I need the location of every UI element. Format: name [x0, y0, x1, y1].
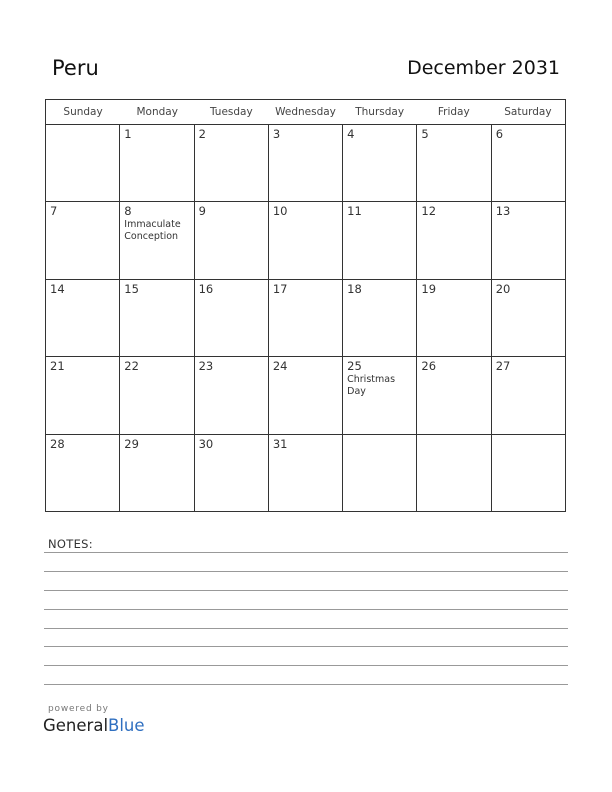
- day-cell[interactable]: [46, 357, 120, 433]
- day-number: 9: [198, 204, 206, 219]
- notes-line: [44, 590, 568, 591]
- day-cell[interactable]: [343, 435, 417, 512]
- notes-line: [44, 571, 568, 572]
- day-cell[interactable]: [492, 280, 565, 356]
- brand-general: General: [43, 716, 109, 735]
- week-row: [46, 280, 565, 357]
- day-cell[interactable]: [343, 357, 417, 433]
- day-cell[interactable]: [46, 202, 120, 278]
- week-row: [46, 357, 565, 434]
- day-number: 13: [495, 204, 511, 219]
- calendar-grid: [45, 99, 566, 512]
- day-number: 16: [198, 281, 214, 296]
- weekday-wednesday: Wednesday: [275, 106, 336, 118]
- day-cell[interactable]: [120, 280, 194, 356]
- weekday-thursday: Thursday: [355, 106, 405, 118]
- week-row: [46, 125, 565, 202]
- day-number: 6: [495, 127, 504, 141]
- day-number: 22: [124, 359, 139, 374]
- day-cell[interactable]: [46, 435, 120, 512]
- weekday-saturday: Saturday: [504, 106, 552, 118]
- weekday-sunday: Sunday: [63, 106, 103, 118]
- day-number: 10: [272, 204, 288, 219]
- day-cell[interactable]: [195, 125, 269, 201]
- day-cell[interactable]: [269, 357, 343, 433]
- weekday-monday: Monday: [136, 106, 178, 118]
- notes-line: [44, 684, 568, 685]
- day-number: 23: [198, 359, 214, 374]
- day-cell[interactable]: [195, 280, 269, 356]
- notes-line: [44, 552, 568, 553]
- day-number: 20: [495, 281, 511, 296]
- day-number: 1: [124, 127, 132, 141]
- day-cell[interactable]: [417, 202, 491, 278]
- day-cell[interactable]: [46, 125, 120, 201]
- day-number: 27: [495, 359, 511, 374]
- day-cell[interactable]: [269, 280, 343, 356]
- day-number: 5: [421, 127, 429, 141]
- notes-line: [44, 628, 568, 629]
- day-number: 21: [50, 359, 65, 374]
- brand-blue: Blue: [108, 716, 145, 735]
- day-cell[interactable]: [343, 202, 417, 278]
- notes-line: [44, 609, 568, 610]
- day-number: 11: [347, 204, 362, 219]
- day-number: 15: [124, 281, 139, 296]
- day-number: 8: [124, 204, 132, 219]
- holiday-label: Christmas Day: [347, 374, 396, 398]
- day-cell[interactable]: [269, 125, 343, 201]
- day-cell[interactable]: [195, 435, 269, 512]
- day-cell[interactable]: [120, 202, 194, 278]
- day-number: 19: [421, 281, 437, 296]
- holiday-label: Immaculate Conception: [124, 219, 181, 243]
- day-number: 18: [347, 281, 362, 296]
- weekday-header-row: [46, 100, 565, 125]
- day-cell[interactable]: [492, 435, 565, 512]
- day-cell[interactable]: [120, 357, 194, 433]
- weekday-tuesday: Tuesday: [209, 106, 253, 118]
- week-row: [46, 202, 565, 279]
- day-cell[interactable]: [492, 125, 565, 201]
- day-cell[interactable]: [343, 280, 417, 356]
- day-cell[interactable]: [343, 125, 417, 201]
- weeks-container: [46, 125, 565, 512]
- day-number: 31: [272, 436, 288, 451]
- weekday-friday: Friday: [437, 106, 470, 118]
- country-title: Peru: [52, 56, 99, 80]
- day-cell[interactable]: [269, 435, 343, 512]
- day-cell[interactable]: [120, 125, 194, 201]
- generalblue-logo[interactable]: [43, 716, 145, 735]
- day-number: 14: [50, 281, 65, 296]
- day-number: 29: [124, 436, 139, 451]
- day-cell[interactable]: [417, 435, 491, 512]
- day-cell[interactable]: [269, 202, 343, 278]
- notes-line: [44, 665, 568, 666]
- day-number: 28: [50, 436, 65, 451]
- day-cell[interactable]: [46, 280, 120, 356]
- day-cell[interactable]: [417, 280, 491, 356]
- week-row: [46, 435, 565, 512]
- day-cell[interactable]: [492, 202, 565, 278]
- day-number: 25: [347, 359, 362, 374]
- month-year-title: December 2031: [407, 57, 560, 79]
- day-cell[interactable]: [492, 357, 565, 433]
- day-number: 17: [272, 281, 288, 296]
- day-number: 30: [198, 436, 214, 451]
- day-cell[interactable]: [195, 357, 269, 433]
- day-number: 7: [50, 204, 58, 219]
- day-cell[interactable]: [417, 125, 491, 201]
- day-number: 26: [421, 359, 437, 374]
- day-cell[interactable]: [120, 435, 194, 512]
- day-number: 2: [198, 127, 206, 141]
- day-number: 4: [347, 127, 355, 141]
- day-number: 12: [421, 204, 437, 219]
- notes-line: [44, 646, 568, 647]
- notes-label: NOTES:: [48, 537, 93, 551]
- day-number: 24: [272, 359, 288, 374]
- day-number: 3: [272, 127, 281, 141]
- day-cell[interactable]: [417, 357, 491, 433]
- day-cell[interactable]: [195, 202, 269, 278]
- powered-by-text: powered by: [48, 704, 109, 714]
